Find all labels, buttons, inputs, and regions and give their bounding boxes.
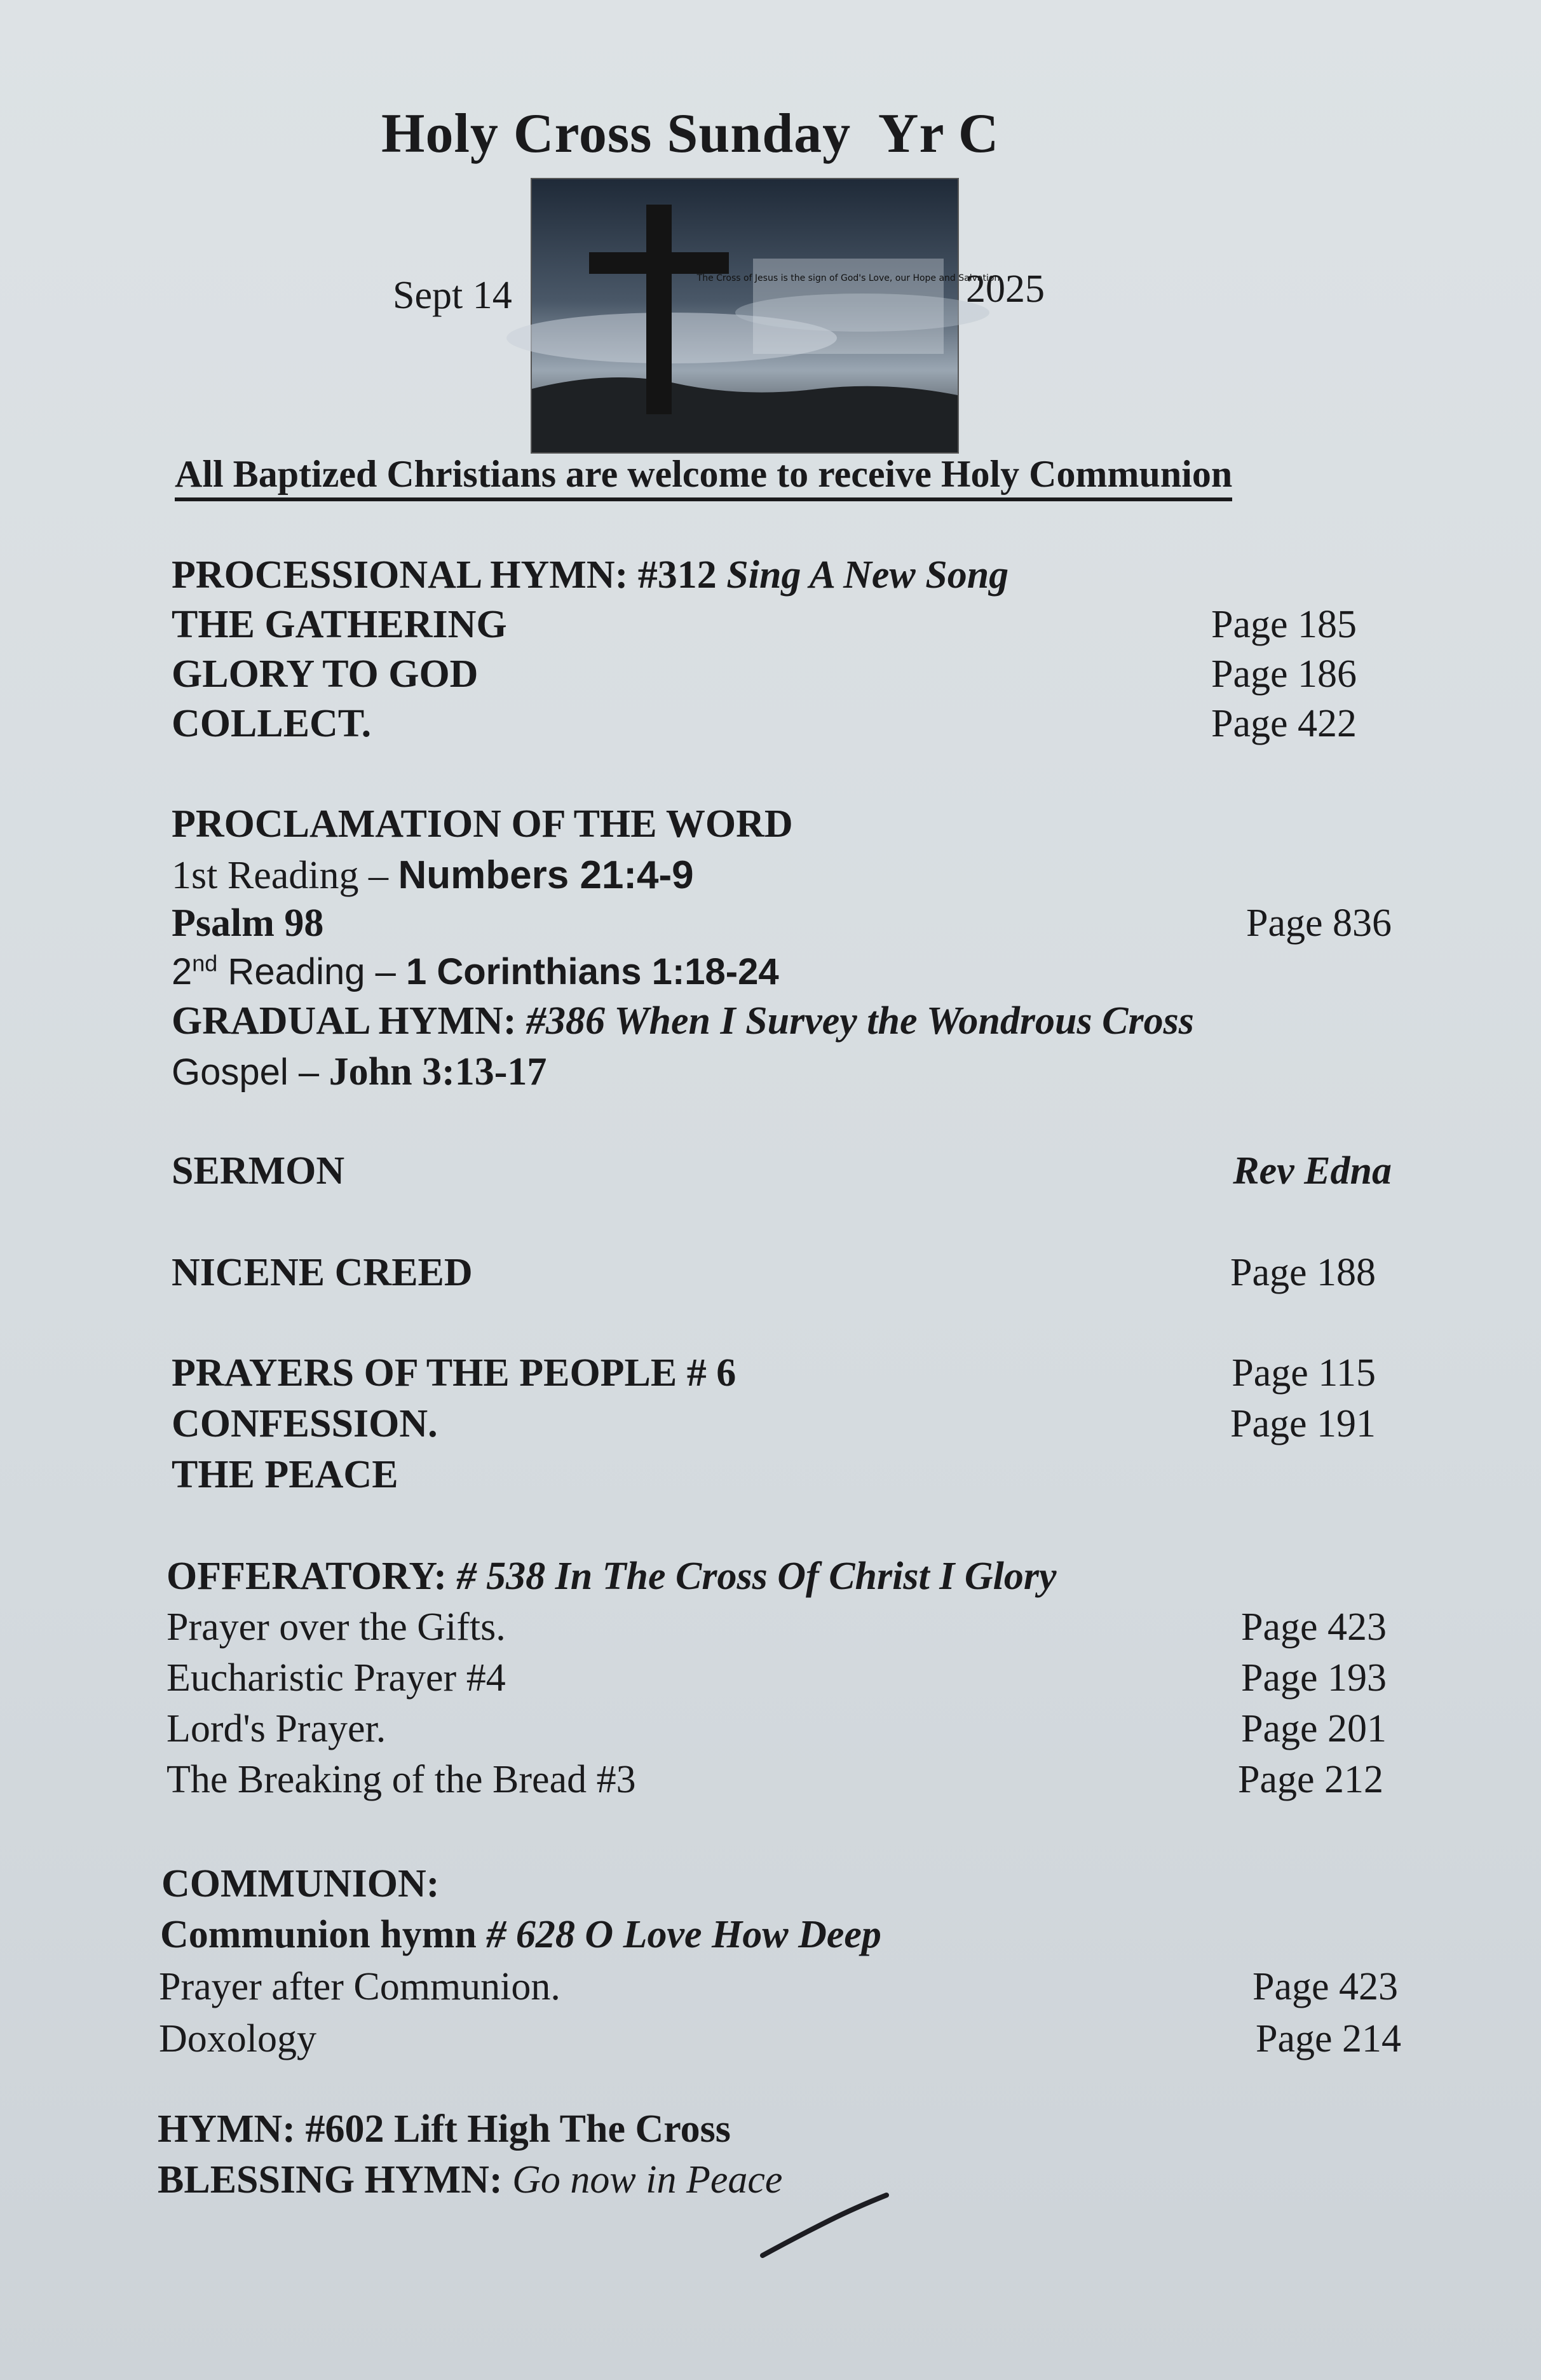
reading-ordinal-suffix: nd (192, 950, 218, 977)
sermon-label: SERMON (172, 1149, 345, 1193)
sermon-row (172, 1149, 1398, 1200)
prayers-row (172, 1351, 1398, 1402)
prayers-label: PRAYERS OF THE PEOPLE # 6 (172, 1351, 737, 1395)
communion-hymn-row (160, 1912, 1387, 1963)
peace-row (172, 1452, 1398, 1503)
creed-label: NICENE CREED (172, 1251, 473, 1294)
reading-ordinal: 2 (172, 951, 193, 992)
item-label: GLORY TO GOD (172, 652, 479, 696)
item-page: Page 423 (1252, 1965, 1398, 2008)
item-page: Page 214 (1255, 2017, 1401, 2060)
psalm-page: Page 836 (1246, 902, 1392, 945)
processional-hymn-row (172, 553, 1398, 604)
reading-label: Reading – (217, 951, 406, 992)
closing-hymn-row (158, 2107, 1384, 2158)
item-label: Doxology (159, 2017, 316, 2060)
item-label: Prayer over the Gifts. (166, 1606, 506, 1649)
offertory-hymn: # 538 In The Cross Of Christ I Glory (456, 1555, 1057, 1598)
list-item (166, 1605, 1387, 1656)
gospel-row (172, 1050, 1398, 1100)
communion-heading-row (161, 1862, 1388, 1912)
processional-title: Sing A New Song (726, 553, 1009, 597)
blessing-title: Go now in Peace (512, 2158, 783, 2201)
section-heading: PROCLAMATION OF THE WORD (172, 802, 793, 846)
creed-row (172, 1250, 1398, 1301)
gospel-label: Gospel – (172, 1051, 320, 1093)
offertory-row (166, 1554, 1393, 1605)
item-page: Page 193 (1240, 1656, 1387, 1700)
item-label: THE GATHERING (172, 603, 507, 646)
processional-label: PROCESSIONAL HYMN: #312 (172, 553, 717, 597)
page-title: Holy Cross Sunday Yr C (381, 103, 1000, 165)
first-reading-row (172, 853, 1398, 903)
service-date: Sept 14 (393, 274, 512, 317)
reading-label: 1st Reading – (172, 854, 398, 897)
confession-page: Page 191 (1230, 1402, 1376, 1445)
list-item (172, 652, 1398, 703)
psalm-label: Psalm 98 (172, 902, 324, 945)
cross-image (531, 178, 1000, 454)
list-item (166, 1757, 1383, 1808)
list-item (172, 701, 1398, 752)
image-caption: The Cross of Jesus is the sign of God's Love, our Hope and Salvation (696, 273, 1000, 283)
gradual-hymn-row (172, 999, 1398, 1050)
item-page: Page 186 (1211, 652, 1357, 696)
item-label: Eucharistic Prayer #4 (166, 1656, 506, 1700)
reading-reference: 1 Corinthians 1:18-24 (405, 951, 779, 992)
list-item (166, 1707, 1387, 1757)
confession-label: CONFESSION. (172, 1402, 438, 1445)
word-heading-row (172, 802, 1398, 853)
item-page: Page 201 (1240, 1707, 1387, 1750)
second-reading-row (172, 950, 1398, 1001)
preacher: Rev Edna (1233, 1149, 1392, 1193)
offertory-label: OFFERATORY: (166, 1555, 447, 1598)
creed-page: Page 188 (1230, 1251, 1376, 1294)
item-page: Page 185 (1211, 603, 1357, 646)
item-label: COLLECT. (172, 702, 372, 745)
gradual-label: GRADUAL HYMN: (172, 999, 517, 1043)
gospel-reference: John 3:13-17 (329, 1050, 547, 1093)
confession-row (172, 1402, 1398, 1452)
item-page: Page 422 (1211, 702, 1357, 745)
item-page: Page 212 (1237, 1758, 1383, 1801)
section-heading: COMMUNION: (161, 1862, 440, 1905)
item-label: Lord's Prayer. (166, 1707, 386, 1750)
gradual-title: #386 When I Survey the Wondrous Cross (526, 999, 1194, 1043)
item-label: Prayer after Communion. (159, 1965, 560, 2008)
closing-hymn: HYMN: #602 Lift High The Cross (158, 2107, 731, 2151)
list-item (166, 1656, 1387, 1707)
peace-label: THE PEACE (172, 1453, 398, 1496)
item-page: Page 423 (1240, 1606, 1387, 1649)
list-item (172, 602, 1398, 653)
list-item (159, 2017, 1401, 2067)
item-label: The Breaking of the Bread #3 (166, 1758, 636, 1801)
psalm-row (172, 901, 1398, 952)
communion-hymn-title: # 628 O Love How Deep (486, 1913, 881, 1956)
prayers-page: Page 115 (1232, 1351, 1376, 1395)
list-item (159, 1964, 1398, 2015)
service-year: 2025 (966, 267, 1045, 311)
pen-mark (759, 2192, 893, 2262)
communion-hymn-label: Communion hymn (160, 1913, 477, 1956)
reading-reference: Numbers 21:4-9 (398, 853, 694, 897)
welcome-notice: All Baptized Christians are welcome to receive Holy Communion (175, 452, 1232, 501)
blessing-label: BLESSING HYMN: (158, 2158, 503, 2201)
